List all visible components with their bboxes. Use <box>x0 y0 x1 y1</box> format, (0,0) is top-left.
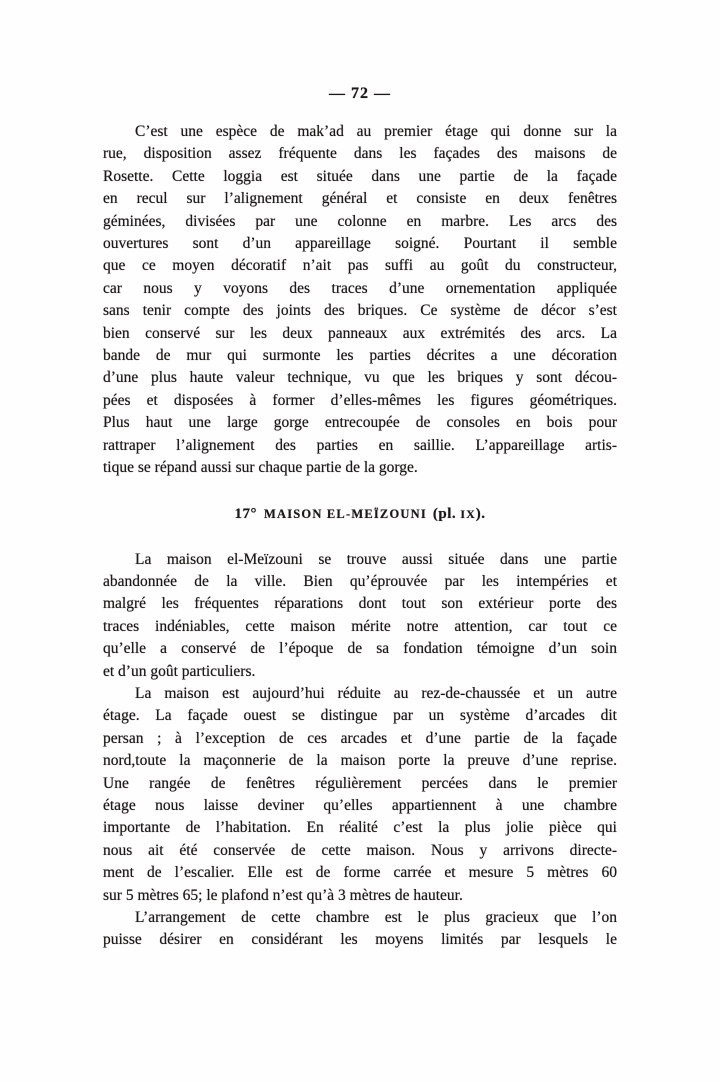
plate-close: ). <box>475 505 486 522</box>
text-line: que ce moyen décoratif n’ait pas suffi au goût du constructeur, <box>103 257 617 275</box>
section-heading <box>103 505 617 523</box>
text-line: nord,toute la maçonnerie de la maison porte la preuve d’une reprise. <box>103 752 617 770</box>
text-line: ouvertures sont d’un appareillage soigné. Pourtant il semble <box>103 235 617 253</box>
text-line: Plus haut une large gorge entrecoupée de consoles en bois pour <box>103 414 617 432</box>
text-line: ment de l’escalier. Elle est de forme carrée et mesure 5 mètres 60 <box>103 864 617 882</box>
text-line: géminées, divisées par une colonne en marbre. Les arcs des <box>103 212 617 230</box>
paragraph-maison-structure <box>103 683 617 907</box>
text-line: pées et disposées à former d’elles-mêmes les figures géométriques. <box>103 391 617 409</box>
text-line: La maison est aujourd’hui réduite au rez-de-chaussée et un autre <box>135 684 617 702</box>
plate-open: (pl. <box>432 505 457 522</box>
text-line: Une rangée de fenêtres régulièrement percées dans le premier <box>103 774 617 792</box>
text-line: rattraper l’alignement des parties en saillie. L’appareillage artis- <box>103 436 617 454</box>
text-line: Rosette. Cette loggia est située dans une partie de la façade <box>103 167 617 185</box>
text-line: sur 5 mètres 65; le plafond n’est qu’à 3 mètres de hauteur. <box>103 886 463 904</box>
paragraph-makad-loggia <box>103 121 617 480</box>
section-title: MAISON EL-MEÏZOUNI <box>263 506 427 521</box>
text-line: L’arrangement de cette chambre est le plus gracieux que l’on <box>135 909 617 926</box>
page-number: — 72 — <box>329 85 391 102</box>
text-line: puisse désirer en considérant les moyens limités par lesquels le <box>103 931 617 949</box>
text-line: en recul sur l’alignement général et consiste en deux fenêtres <box>103 190 617 208</box>
text-line: étage nous laisse deviner qu’elles appartiennent à une chambre <box>103 796 617 814</box>
text-line: malgré les fréquentes réparations dont tout son extérieur porte des <box>103 595 617 613</box>
section-number: 17° <box>234 505 257 522</box>
text-line: C’est une espèce de mak’ad au premier étage qui donne sur la <box>135 123 617 140</box>
text-line: et d’un goût particuliers. <box>103 662 256 680</box>
text-line: traces indéniables, cette maison mérite notre attention, car tout ce <box>103 617 617 635</box>
text-line: persan ; à l’exception de ces arcades et d’une partie de la façade <box>103 729 617 747</box>
text-line: car nous y voyons des traces d’une ornementation appliquée <box>103 279 617 297</box>
text-line: étage. La façade ouest se distingue par un système d’arcades dit <box>103 707 617 725</box>
text-line: rue, disposition assez fréquente dans les façades des maisons de <box>103 145 617 163</box>
text-line: La maison el-Meïzouni se trouve aussi située dans une partie <box>135 550 617 568</box>
text-line: bien conservé sur les deux panneaux aux extrémités des arcs. La <box>103 324 617 342</box>
text-line: abandonnée de la ville. Bien qu’éprouvée par les intempéries et <box>103 572 617 590</box>
text-line: nous ait été conservée de cette maison. Nous y arrivons directe- <box>103 841 617 859</box>
text-line: tique se répand aussi sur chaque partie de la gorge. <box>103 459 418 477</box>
text-line: d’une plus haute valeur technique, vu que les briques y sont décou- <box>103 369 617 387</box>
text-line: bande de mur qui surmonte les parties décrites a une décoration <box>103 347 617 365</box>
plate-roman-numeral: IX <box>460 506 476 521</box>
text-line: importante de l’habitation. En réalité c’est la plus jolie pièce qui <box>103 819 617 837</box>
text-line: sans tenir compte des joints des briques. Ce système de décor s’est <box>103 302 617 320</box>
paragraph-maison-situation <box>103 549 617 683</box>
plate-reference <box>433 506 486 522</box>
paragraph-chambre-arrangement <box>103 907 617 952</box>
text-line: qu’elle a conservé de l’époque de sa fondation témoigne d’un soin <box>103 640 617 658</box>
text-block <box>103 121 617 952</box>
